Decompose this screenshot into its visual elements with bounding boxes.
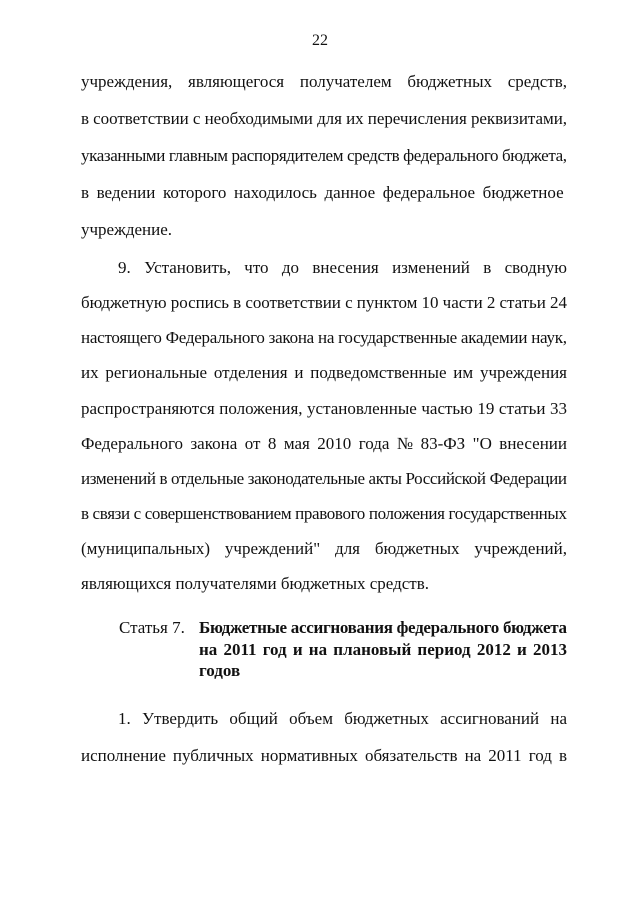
text-line: в связи с совершенствованием правового положения государственных xyxy=(81,504,567,523)
page-number: 22 xyxy=(312,32,328,49)
text-line: их региональные отделения и подведомственные им учреждения xyxy=(81,363,567,382)
text-line: исполнение публичных нормативных обязательств на 2011 год в xyxy=(81,746,567,765)
text-line: настоящего Федерального закона на государственные академии наук, xyxy=(81,328,567,347)
article-title-line: на 2011 год и на плановый период 2012 и 2013 xyxy=(199,640,567,659)
article-label: Статья 7. xyxy=(119,618,185,637)
text-line: в ведении которого находилось данное федеральное бюджетное xyxy=(81,183,564,202)
text-line: распространяются положения, установленные частью 19 статьи 33 xyxy=(81,399,567,418)
text-line: (муниципальных) учреждений" для бюджетных учреждений, xyxy=(81,539,567,558)
text-line: указанными главным распорядителем средств федерального бюджета, xyxy=(81,146,567,165)
article-title-line: годов xyxy=(199,661,241,680)
text-line: 9. Установить, что до внесения изменений в сводную xyxy=(118,258,567,277)
text-line: 1. Утвердить общий объем бюджетных ассигнований на xyxy=(118,709,567,728)
text-line: изменений в отдельные законодательные акты Российской Федерации xyxy=(81,469,567,488)
text-line: являющихся получателями бюджетных средств. xyxy=(81,574,430,593)
text-line: учреждение. xyxy=(81,220,173,239)
text-line: учреждения, являющегося получателем бюджетных средств, xyxy=(81,72,567,91)
article-title-line: Бюджетные ассигнования федерального бюджета xyxy=(199,618,567,637)
text-line: Федерального закона от 8 мая 2010 года № 83-ФЗ "О внесении xyxy=(81,434,567,453)
text-line: в соответствии с необходимыми для их перечисления реквизитами, xyxy=(81,109,567,128)
text-line: бюджетную роспись в соответствии с пунктом 10 части 2 статьи 24 xyxy=(81,293,567,312)
